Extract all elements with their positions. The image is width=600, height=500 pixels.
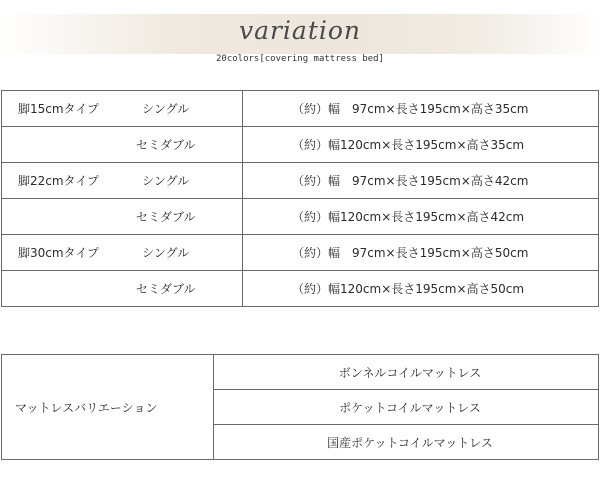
- bed-size-label: セミダブル: [136, 210, 196, 224]
- leg-type-label: 脚30cmタイプ: [18, 246, 99, 260]
- page-subtitle: 20colors[covering mattress bed]: [216, 54, 384, 64]
- dimensions-cell: （約）幅120cm×長さ195cm×高さ50cm: [243, 271, 599, 307]
- bed-size-label: セミダブル: [136, 282, 196, 296]
- bed-size-label: セミダブル: [136, 138, 196, 152]
- dimensions-cell: （約）幅120cm×長さ195cm×高さ35cm: [243, 127, 599, 163]
- mattress-item: ボンネルコイルマットレス: [214, 355, 599, 390]
- size-table: [1, 90, 599, 307]
- mattress-item: 国産ポケットコイルマットレス: [214, 425, 599, 460]
- type-size-cell: [2, 271, 243, 307]
- type-size-cell: [2, 163, 243, 199]
- table-row: [2, 235, 599, 271]
- table-row: [2, 91, 599, 127]
- table-row: [2, 355, 599, 390]
- table-row: [2, 163, 599, 199]
- dimensions-cell: （約）幅 97cm×長さ195cm×高さ35cm: [243, 91, 599, 127]
- page-title: variation: [238, 16, 362, 45]
- mattress-variation-label: マットレスバリエーション: [2, 355, 214, 460]
- dimensions-cell: （約）幅 97cm×長さ195cm×高さ50cm: [243, 235, 599, 271]
- type-size-cell: [2, 235, 243, 271]
- bed-size-label: シングル: [142, 102, 190, 116]
- mattress-item: ポケットコイルマットレス: [214, 390, 599, 425]
- table-row: [2, 199, 599, 235]
- leg-type-label: 脚15cmタイプ: [18, 102, 99, 116]
- table-row: [2, 271, 599, 307]
- table-row: [2, 127, 599, 163]
- type-size-cell: [2, 127, 243, 163]
- dimensions-cell: （約）幅 97cm×長さ195cm×高さ42cm: [243, 163, 599, 199]
- leg-type-label: 脚22cmタイプ: [18, 174, 99, 188]
- mattress-table: [1, 354, 599, 460]
- type-size-cell: [2, 91, 243, 127]
- type-size-cell: [2, 199, 243, 235]
- bed-size-label: シングル: [142, 174, 190, 188]
- dimensions-cell: （約）幅120cm×長さ195cm×高さ42cm: [243, 199, 599, 235]
- bed-size-label: シングル: [142, 246, 190, 260]
